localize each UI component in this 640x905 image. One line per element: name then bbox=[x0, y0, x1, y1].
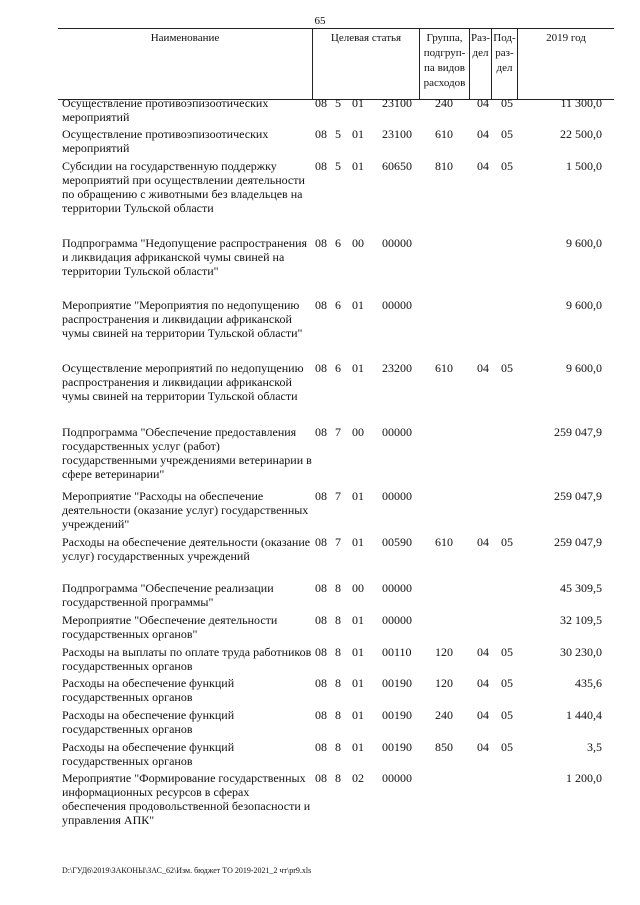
cell-name: Расходы на обеспечение функций государственных органов bbox=[62, 676, 235, 704]
cell-name: Подпрограмма "Обеспечение предоставления государственных услуг (работ) государственными учреждениями ветеринарии в сфере ветеринарии" bbox=[62, 425, 312, 481]
cell-a: 08 bbox=[315, 127, 327, 141]
cell-c: 01 bbox=[352, 645, 364, 659]
header-name: Наименование bbox=[150, 32, 220, 44]
cell-c: 01 bbox=[352, 676, 364, 690]
table-header bbox=[58, 28, 614, 100]
cell-name: Расходы на обеспечение деятельности (оказание услуг) государственных учреждений bbox=[62, 535, 311, 563]
cell-a: 08 bbox=[315, 361, 327, 375]
cell-b: 6 bbox=[335, 298, 341, 312]
cell-name: Мероприятие "Расходы на обеспечение деятельности (оказание услуг) государственных учреждений" bbox=[62, 489, 309, 531]
cell-pr: 05 bbox=[501, 361, 513, 375]
cell-c: 01 bbox=[352, 740, 364, 754]
cell-amount: 9 600,0 bbox=[566, 361, 602, 375]
cell-pr: 05 bbox=[501, 740, 513, 754]
page-number: 65 bbox=[314, 15, 326, 27]
cell-name: Расходы на выплаты по оплате труда работников государственных органов bbox=[62, 645, 312, 673]
cell-a: 08 bbox=[315, 740, 327, 754]
cell-d: 00000 bbox=[382, 236, 412, 250]
cell-d: 00000 bbox=[382, 425, 412, 439]
cell-name: Расходы на обеспечение функций государственных органов bbox=[62, 708, 235, 736]
cell-b: 8 bbox=[335, 708, 341, 722]
cell-vr: 810 bbox=[435, 159, 453, 173]
cell-name: Осуществление мероприятий по недопущению распространения и ликвидации африканской чумы свиней на территории Тульской области bbox=[62, 361, 304, 403]
cell-d: 00190 bbox=[382, 676, 412, 690]
cell-a: 08 bbox=[315, 771, 327, 785]
cell-a: 08 bbox=[315, 581, 327, 595]
cell-vr: 610 bbox=[435, 361, 453, 375]
cell-amount: 259 047,9 bbox=[554, 535, 602, 549]
cell-amount: 1 200,0 bbox=[566, 771, 602, 785]
cell-name: Мероприятие "Формирование государственных информационных ресурсов в сферах обеспечения продовольственной безопасности и управления АПК" bbox=[62, 771, 311, 827]
cell-amount: 9 600,0 bbox=[566, 298, 602, 312]
cell-b: 8 bbox=[335, 581, 341, 595]
footer-file-path: D:\ГУД6\2019\ЗАКОНЫ\ЗАС_62\Изм. бюджет ТО 2019-2021_2 чт\pr9.xls bbox=[62, 866, 312, 875]
cell-amount: 45 309,5 bbox=[560, 581, 602, 595]
header-section: Раз- дел bbox=[470, 32, 490, 59]
cell-b: 8 bbox=[335, 771, 341, 785]
header-group: Группа, подгруп- па видов расходов bbox=[423, 32, 466, 89]
cell-d: 00000 bbox=[382, 771, 412, 785]
cell-c: 01 bbox=[352, 159, 364, 173]
cell-c: 01 bbox=[352, 708, 364, 722]
cell-c: 01 bbox=[352, 613, 364, 627]
cell-name: Подпрограмма "Недопущение распространения и ликвидация африканской чумы свиней на территории Тульской области" bbox=[62, 236, 308, 278]
cell-d: 00000 bbox=[382, 489, 412, 503]
cell-b: 8 bbox=[335, 645, 341, 659]
cell-rz: 04 bbox=[477, 676, 489, 690]
cell-d: 00590 bbox=[382, 535, 412, 549]
cell-d: 00000 bbox=[382, 613, 412, 627]
cell-b: 7 bbox=[335, 535, 341, 549]
cell-d: 00190 bbox=[382, 740, 412, 754]
cell-c: 01 bbox=[352, 489, 364, 503]
cell-b: 8 bbox=[335, 740, 341, 754]
cell-b: 7 bbox=[335, 425, 341, 439]
cell-amount: 11 300,0 bbox=[560, 96, 602, 110]
cell-d: 60650 bbox=[382, 159, 412, 173]
cell-c: 00 bbox=[352, 425, 364, 439]
cell-a: 08 bbox=[315, 708, 327, 722]
cell-name: Осуществление противоэпизоотических мероприятий bbox=[62, 127, 269, 155]
cell-rz: 04 bbox=[477, 96, 489, 110]
cell-a: 08 bbox=[315, 676, 327, 690]
cell-a: 08 bbox=[315, 613, 327, 627]
cell-vr: 850 bbox=[435, 740, 453, 754]
cell-rz: 04 bbox=[477, 361, 489, 375]
cell-amount: 32 109,5 bbox=[560, 613, 602, 627]
cell-pr: 05 bbox=[501, 535, 513, 549]
cell-a: 08 bbox=[315, 298, 327, 312]
cell-amount: 9 600,0 bbox=[566, 236, 602, 250]
cell-pr: 05 bbox=[501, 159, 513, 173]
cell-pr: 05 bbox=[501, 708, 513, 722]
cell-amount: 30 230,0 bbox=[560, 645, 602, 659]
cell-d: 00000 bbox=[382, 581, 412, 595]
header-target: Целевая статья bbox=[330, 32, 402, 44]
cell-c: 01 bbox=[352, 361, 364, 375]
cell-b: 5 bbox=[335, 96, 341, 110]
cell-amount: 1 500,0 bbox=[566, 159, 602, 173]
cell-pr: 05 bbox=[501, 127, 513, 141]
cell-rz: 04 bbox=[477, 740, 489, 754]
cell-pr: 05 bbox=[501, 645, 513, 659]
cell-b: 5 bbox=[335, 159, 341, 173]
cell-rz: 04 bbox=[477, 159, 489, 173]
header-subsection: Под- раз- дел bbox=[493, 32, 516, 74]
cell-d: 23200 bbox=[382, 361, 412, 375]
cell-rz: 04 bbox=[477, 535, 489, 549]
cell-amount: 259 047,9 bbox=[554, 489, 602, 503]
cell-name: Расходы на обеспечение функций государственных органов bbox=[62, 740, 235, 768]
cell-a: 08 bbox=[315, 96, 327, 110]
cell-b: 6 bbox=[335, 361, 341, 375]
cell-vr: 610 bbox=[435, 535, 453, 549]
cell-a: 08 bbox=[315, 489, 327, 503]
header-year: 2019 год bbox=[546, 32, 586, 44]
cell-b: 7 bbox=[335, 489, 341, 503]
cell-d: 23100 bbox=[382, 127, 412, 141]
cell-b: 6 bbox=[335, 236, 341, 250]
cell-vr: 240 bbox=[435, 708, 453, 722]
cell-c: 01 bbox=[352, 535, 364, 549]
cell-amount: 1 440,4 bbox=[566, 708, 602, 722]
cell-c: 00 bbox=[352, 581, 364, 595]
cell-name: Мероприятие "Мероприятия по недопущению распространения и ликвидации африканской чумы свиней на территории Тульской области" bbox=[62, 298, 303, 340]
cell-b: 5 bbox=[335, 127, 341, 141]
cell-name: Субсидии на государственную поддержку мероприятий при осуществлении деятельности по обращению с животными без владельцев на территории Тульской области bbox=[62, 159, 305, 215]
cell-amount: 22 500,0 bbox=[560, 127, 602, 141]
cell-d: 00110 bbox=[382, 645, 412, 659]
cell-b: 8 bbox=[335, 676, 341, 690]
cell-c: 02 bbox=[352, 771, 364, 785]
cell-a: 08 bbox=[315, 236, 327, 250]
cell-a: 08 bbox=[315, 535, 327, 549]
cell-vr: 610 bbox=[435, 127, 453, 141]
cell-name: Осуществление противоэпизоотических мероприятий bbox=[62, 96, 269, 124]
cell-rz: 04 bbox=[477, 127, 489, 141]
cell-c: 01 bbox=[352, 96, 364, 110]
cell-amount: 435,6 bbox=[575, 676, 602, 690]
cell-name: Подпрограмма "Обеспечение реализации государственной программы" bbox=[62, 581, 274, 609]
cell-rz: 04 bbox=[477, 645, 489, 659]
cell-vr: 120 bbox=[435, 676, 453, 690]
cell-c: 00 bbox=[352, 236, 364, 250]
cell-rz: 04 bbox=[477, 708, 489, 722]
cell-d: 23100 bbox=[382, 96, 412, 110]
cell-name: Мероприятие "Обеспечение деятельности государственных органов" bbox=[62, 613, 278, 641]
cell-vr: 240 bbox=[435, 96, 453, 110]
cell-c: 01 bbox=[352, 127, 364, 141]
cell-a: 08 bbox=[315, 425, 327, 439]
cell-d: 00000 bbox=[382, 298, 412, 312]
cell-vr: 120 bbox=[435, 645, 453, 659]
cell-b: 8 bbox=[335, 613, 341, 627]
cell-c: 01 bbox=[352, 298, 364, 312]
cell-d: 00190 bbox=[382, 708, 412, 722]
cell-a: 08 bbox=[315, 159, 327, 173]
cell-amount: 259 047,9 bbox=[554, 425, 602, 439]
cell-a: 08 bbox=[315, 645, 327, 659]
cell-amount: 3,5 bbox=[587, 740, 602, 754]
cell-pr: 05 bbox=[501, 96, 513, 110]
cell-pr: 05 bbox=[501, 676, 513, 690]
